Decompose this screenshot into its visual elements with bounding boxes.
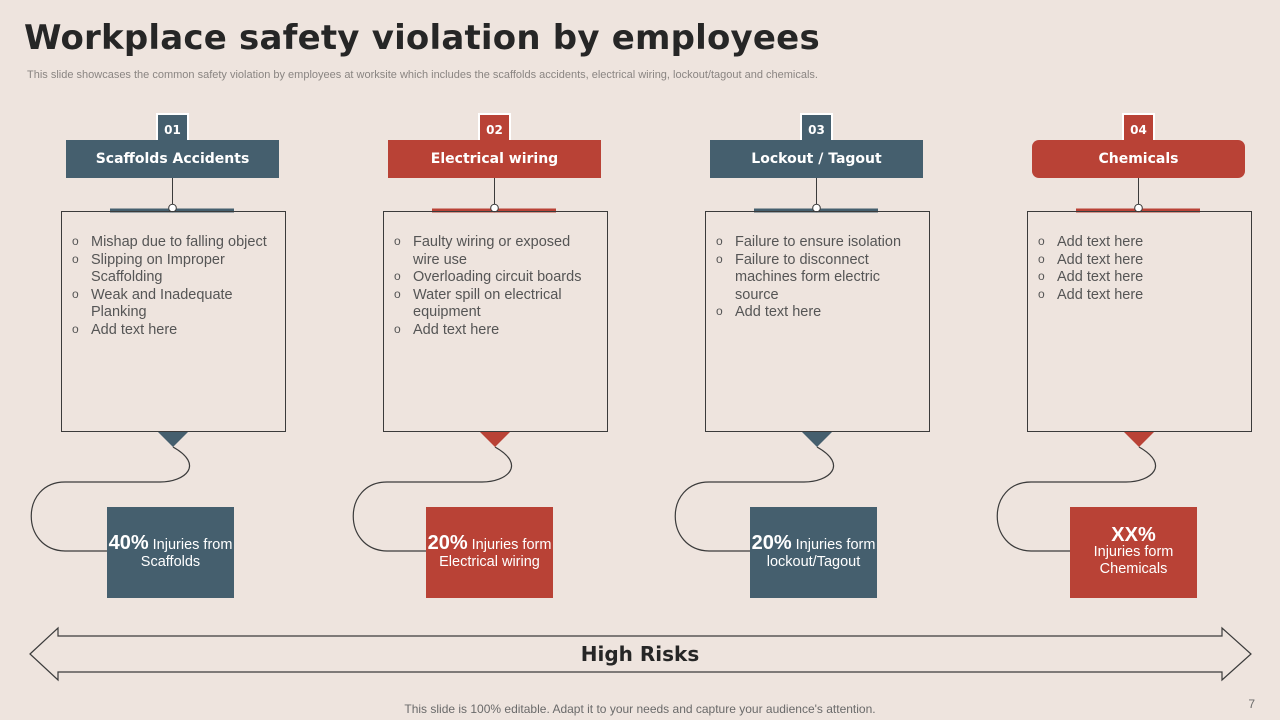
high-risks-label: High Risks <box>580 642 700 666</box>
list-item: o Add text here <box>1038 252 1243 270</box>
column-header-scaffolds: Scaffolds Accidents <box>66 140 279 178</box>
page-number: 7 <box>1248 697 1255 711</box>
step-number-badge: 01 <box>156 113 189 146</box>
step-number-badge: 02 <box>478 113 511 146</box>
list-item: o Add text here <box>72 322 277 340</box>
footer-note: This slide is 100% editable. Adapt it to your needs and capture your audience's attention. <box>404 702 876 716</box>
column-header-chemicals: Chemicals <box>1032 140 1245 178</box>
column-header-electrical: Electrical wiring <box>388 140 601 178</box>
stat-box-chemicals <box>1070 507 1197 598</box>
list-item: o Add text here <box>394 322 599 340</box>
list-item: o Add text here <box>1038 287 1243 305</box>
content-box-lockout <box>705 211 930 432</box>
list-item: o Failure to disconnect machines form electric source <box>716 252 921 305</box>
stat-box-electrical <box>426 507 553 598</box>
list-item: o Add text here <box>1038 269 1243 287</box>
list-item: o Weak and Inadequate Planking <box>72 287 277 322</box>
content-box-electrical <box>383 211 608 432</box>
page-subtitle: This slide showcases the common safety violation by employees at worksite which includes the scaffolds accidents, electrical wiring, lockout/tagout and chemicals. <box>27 69 818 81</box>
content-box-chemicals <box>1027 211 1252 432</box>
stat-percentage: 40% <box>108 531 149 554</box>
stat-box-scaffolds <box>107 507 234 598</box>
list-item: o Add text here <box>1038 234 1243 252</box>
list-item: o Faulty wiring or exposed wire use <box>394 234 599 269</box>
stat-text: Injuries form Electrical wiring <box>439 536 552 570</box>
stat-text: Injuries form lockout/Tagout <box>766 536 876 570</box>
content-box-scaffolds <box>61 211 286 432</box>
column-header-lockout: Lockout / Tagout <box>710 140 923 178</box>
step-number-badge: 04 <box>1122 113 1155 146</box>
stat-text: Injuries from Scaffolds <box>140 536 233 570</box>
stat-percentage: 20% <box>751 531 792 554</box>
stat-percentage: 20% <box>427 531 468 554</box>
page-title: Workplace safety violation by employees <box>24 18 820 58</box>
stat-box-lockout <box>750 507 877 598</box>
step-number-badge: 03 <box>800 113 833 146</box>
list-item: o Failure to ensure isolation <box>716 234 921 252</box>
list-item: o Overloading circuit boards <box>394 269 599 287</box>
list-item: o Add text here <box>716 304 921 322</box>
list-item: o Mishap due to falling object <box>72 234 277 252</box>
list-item: o Slipping on Improper Scaffolding <box>72 252 277 287</box>
stat-text: Injuries form Chemicals <box>1093 544 1174 577</box>
stat-percentage: XX% <box>1111 524 1156 546</box>
list-item: o Water spill on electrical equipment <box>394 287 599 322</box>
